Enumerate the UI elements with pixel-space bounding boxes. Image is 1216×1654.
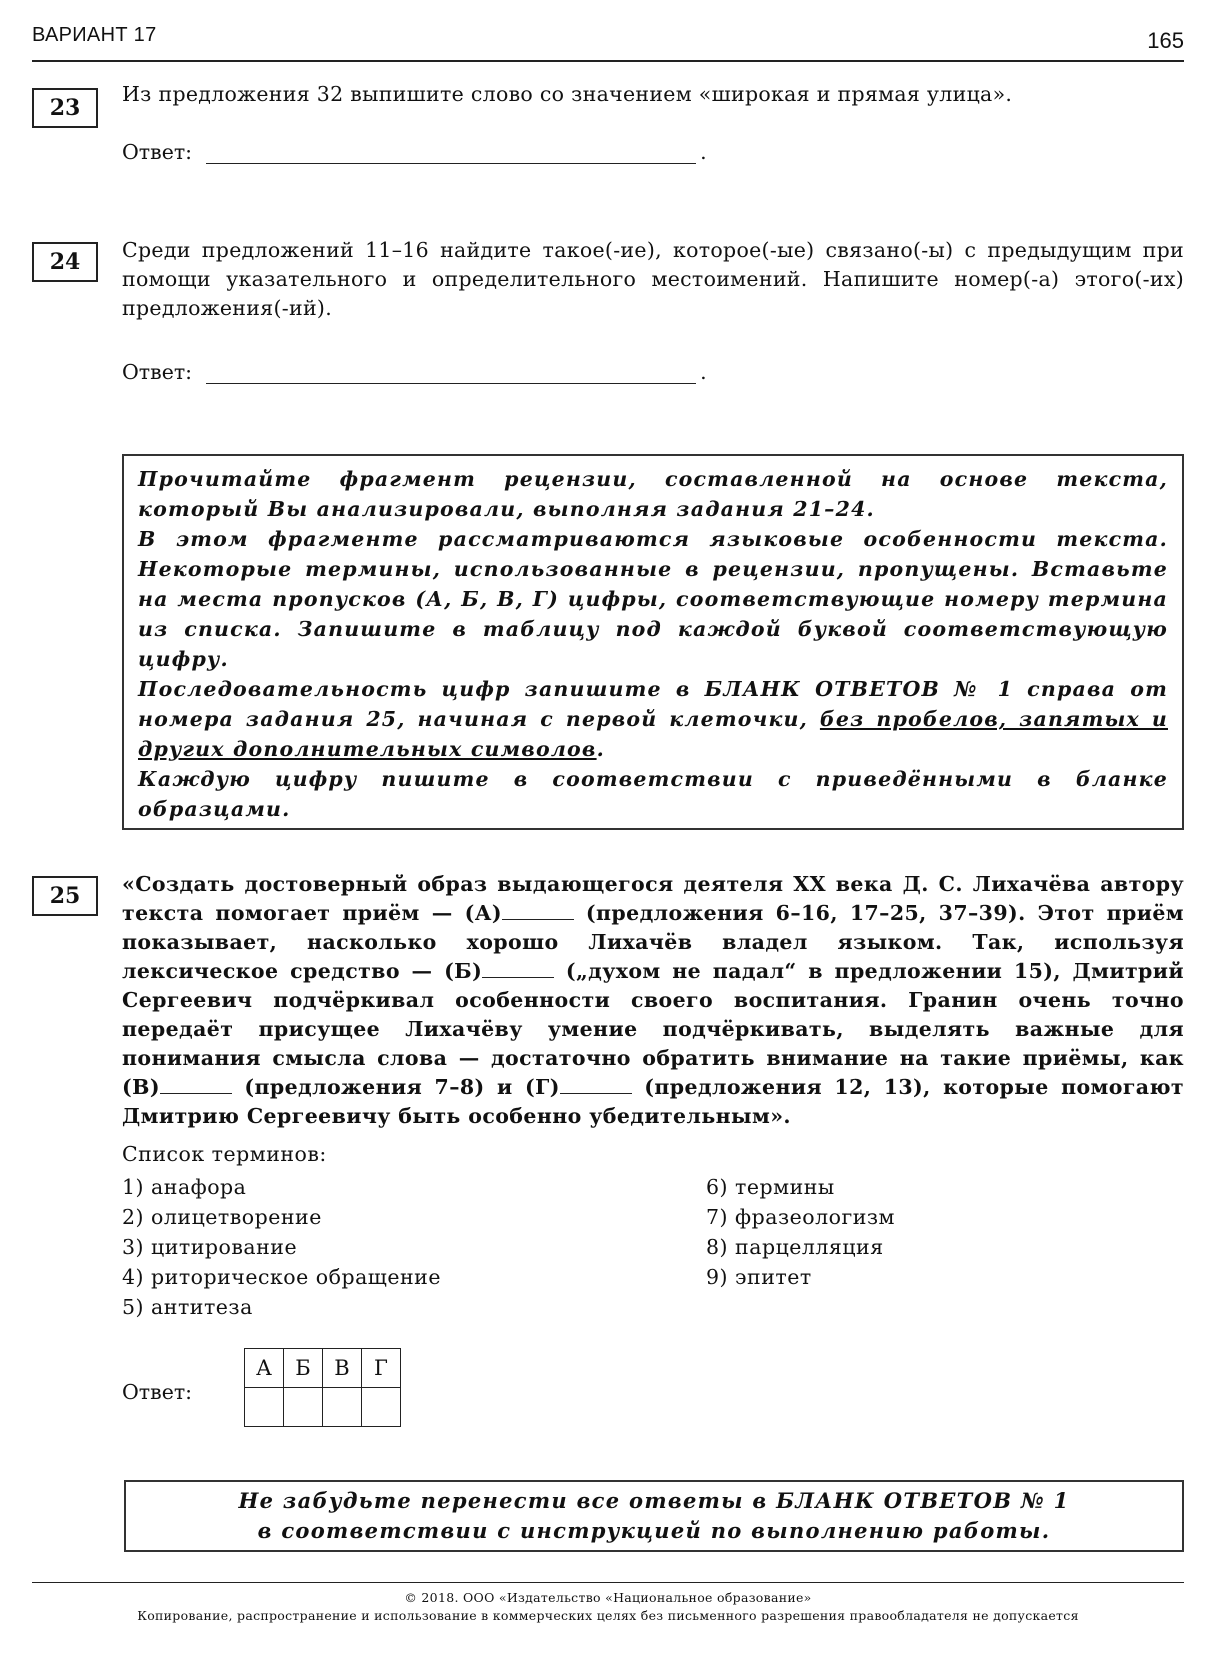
term-item: 1) анафора xyxy=(122,1175,247,1199)
reminder-line-2: в соответствии с инструкцией по выполнению работы. xyxy=(257,1518,1051,1543)
instruction-box xyxy=(122,454,1184,830)
term-item: 4) риторическое обращение xyxy=(122,1265,441,1289)
terms-title: Список терминов: xyxy=(122,1142,327,1166)
instruction-p4: Каждую цифру пишите в соответствии с приведёнными в бланке образцами. xyxy=(138,767,1168,821)
term-item: 3) цитирование xyxy=(122,1235,298,1259)
task-23-answer: Ответ: . xyxy=(122,140,707,164)
footer-divider xyxy=(32,1582,1184,1583)
grid-cell-B[interactable] xyxy=(284,1388,323,1427)
reminder-box xyxy=(124,1480,1184,1552)
answer-label: Ответ: xyxy=(122,360,193,384)
task-25-review: «Создать достоверный образ выдающегося деятеля XX века Д. С. Лихачёва автору текста помогает приём — (А) (предложения 6–16, 17–25, 37–39). Этот приём показывает, насколько хорошо Лихачёв владел языком. Так, используя лексическое средство — (Б) („духом не падал“ в предложении 15), Дмитрий Сергеевич подчёркивал особенности своего воспитания. Гранин очень точно передаёт присущее Лихачёву умение подчёркивать, выделять важные для понимания смысла слова — достаточно обратить внимание на такие приёмы, как (В) (предложения 7–8) и (Г) (предложения 12, 13), которые помогают Дмитрию Сергеевичу быть особенно убедительным». xyxy=(122,872,1185,1128)
page-header xyxy=(32,20,1184,62)
variant-title: ВАРИАНТ 17 xyxy=(32,24,157,46)
instruction-underlined: без пробелов, запятых и других дополнительных символов xyxy=(138,707,1168,761)
term-item: 8) парцелляция xyxy=(706,1235,884,1259)
task-25-answer-label: Ответ: xyxy=(122,1380,193,1404)
grid-header-G: Г xyxy=(362,1349,401,1388)
reminder-line-1: Не забудьте перенести все ответы в БЛАНК ОТВЕТОВ № 1 xyxy=(238,1488,1070,1513)
page-number: 165 xyxy=(1147,28,1184,53)
blank-G[interactable] xyxy=(560,1075,632,1094)
answer-label: Ответ: xyxy=(122,140,193,164)
grid-cell-A[interactable] xyxy=(245,1388,284,1427)
instruction-p1: Прочитайте фрагмент рецензии, составленной на основе текста, который Вы анализировали, выполняя задания 21–24. xyxy=(138,467,1168,521)
task-24 xyxy=(32,238,1184,392)
blank-V[interactable] xyxy=(160,1075,232,1094)
blank-B[interactable] xyxy=(482,959,554,978)
task-24-answer: Ответ: . xyxy=(122,360,707,384)
term-item: 9) эпитет xyxy=(706,1265,812,1289)
grid-header-V: В xyxy=(323,1349,362,1388)
task-number-24: 24 xyxy=(32,242,98,282)
terms-list-right xyxy=(706,1172,895,1292)
grid-header-B: Б xyxy=(284,1349,323,1388)
task-number-25: 25 xyxy=(32,876,98,916)
footer-copyright: © 2018. ООО «Издательство «Национальное образование» xyxy=(404,1590,812,1605)
task-23 xyxy=(32,82,1184,198)
answer-grid xyxy=(244,1348,401,1427)
instruction-p3: Последовательность цифр запишите в БЛАНК ОТВЕТОВ № 1 справа от номера задания 25, начиная с первой клеточки, без пробелов, запятых и других дополнительных символов. xyxy=(138,677,1168,761)
term-item: 2) олицетворение xyxy=(122,1205,322,1229)
instruction-p2: В этом фрагменте рассматриваются языковые особенности текста. Некоторые термины, использованные в рецензии, пропущены. Вставьте на места пропусков (А, Б, В, Г) цифры, соответствующие номеру термина из списка. Запишите в таблицу под каждой буквой соответствующую цифру. xyxy=(138,527,1168,671)
grid-cell-V[interactable] xyxy=(323,1388,362,1427)
grid-header-A: А xyxy=(245,1349,284,1388)
grid-cell-G[interactable] xyxy=(362,1388,401,1427)
term-item: 5) антитеза xyxy=(122,1295,253,1319)
task-number-23: 23 xyxy=(32,88,98,128)
blank-A[interactable] xyxy=(502,901,574,920)
footer-notice: Копирование, распространение и использование в коммерческих целях без письменного разрешения правообладателя не допускается xyxy=(137,1608,1079,1623)
answer-line-23[interactable] xyxy=(206,141,696,164)
answer-line-24[interactable] xyxy=(206,361,696,384)
task-24-question: Среди предложений 11–16 найдите такое(-ие), которое(-ые) связано(-ы) с предыдущим при помощи указательного и определительного местоимений. Напишите номер(-а) этого(-их) предложения(-ий). xyxy=(122,238,1184,320)
task-25 xyxy=(32,872,1185,1128)
term-item: 7) фразеологизм xyxy=(706,1205,895,1229)
terms-list-left xyxy=(122,1172,441,1322)
term-item: 6) термины xyxy=(706,1175,835,1199)
task-23-question: Из предложения 32 выпишите слово со значением «широкая и прямая улица». xyxy=(122,82,1013,106)
